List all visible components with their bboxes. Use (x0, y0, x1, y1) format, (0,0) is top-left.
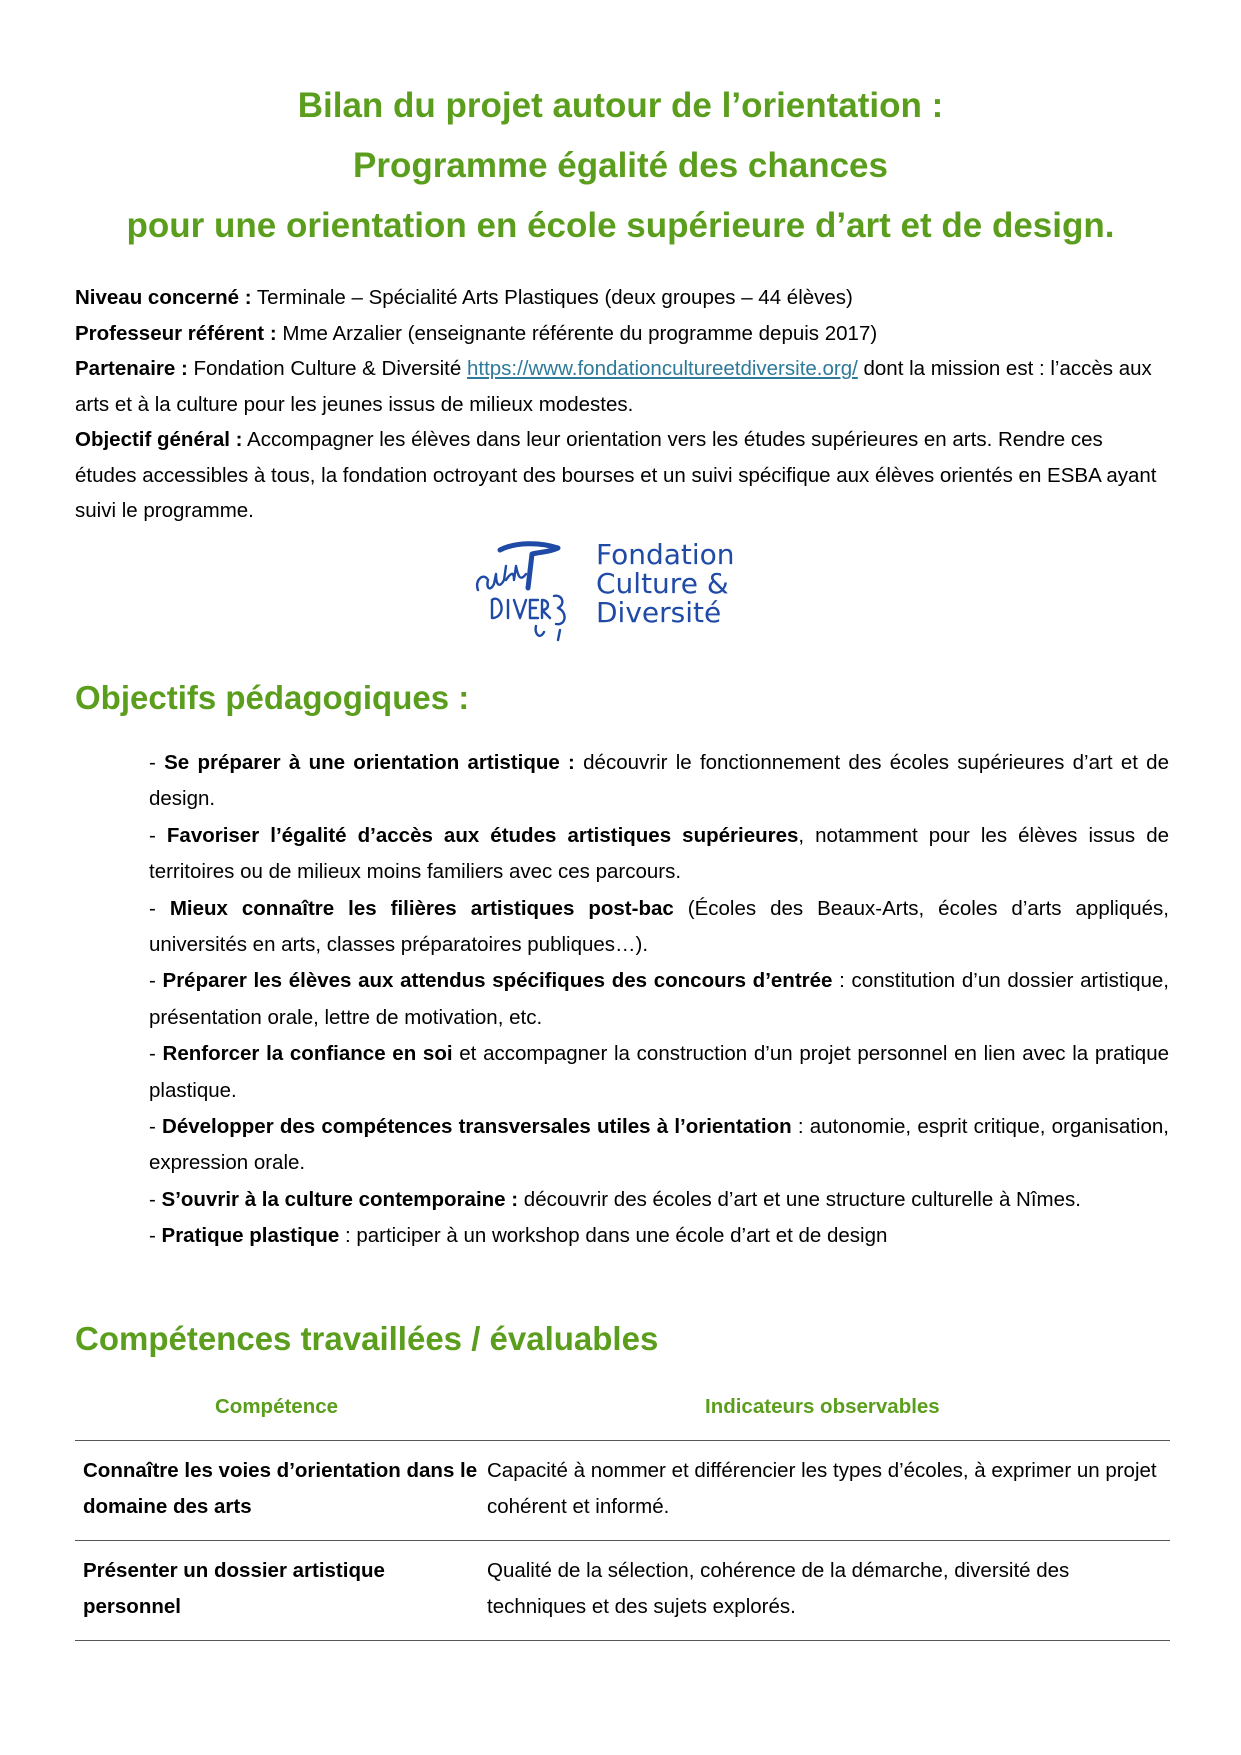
niveau-label: Niveau concerné : (75, 286, 252, 309)
objectif-value: Accompagner les élèves dans leur orientation vers les études supérieures en arts. Rendre ces études accessibles à tous, la fondation octroyant des bourses et un suivi spécifique aux élèves orientés en ESBA ayant suivi le programme. (75, 428, 1157, 522)
fondation-logo (470, 530, 750, 650)
meta-partenaire (75, 351, 1170, 422)
meta-professeur (75, 316, 1170, 352)
table-row (75, 1540, 1170, 1641)
prof-label: Professeur référent : (75, 321, 277, 345)
fondation-logo-text (596, 540, 735, 627)
objective-item (149, 745, 1169, 818)
objective-title: Renforcer la confiance en soi (162, 1042, 453, 1066)
meta-objectif (75, 422, 1170, 529)
competence-cell: Connaître les voies d’orientation dans le domaine des arts (83, 1459, 478, 1518)
competences-table (75, 1385, 1170, 1641)
objective-bullet: - (149, 896, 170, 920)
objective-title: Se préparer à une orientation artistique : (164, 751, 575, 774)
partenaire-value: Fondation Culture & Diversité (187, 357, 467, 380)
document-title (0, 76, 1241, 256)
objective-item (149, 963, 1169, 1036)
column-header-indicateurs: Indicateurs observables (705, 1395, 940, 1418)
objective-bullet: - (149, 969, 163, 993)
logo-line-2: Culture & (596, 567, 729, 600)
logo-line-3: Diversité (596, 596, 722, 629)
objective-bullet: - (149, 823, 167, 847)
objective-bullet: - (149, 1042, 163, 1066)
table-header (75, 1385, 1170, 1440)
objective-text: (Écoles des Beaux-Arts, écoles d’arts appliqués, universités en arts, classes préparatoires publiques…). (149, 896, 1169, 957)
meta-niveau (75, 280, 1170, 316)
objective-text: découvrir des écoles d’art et une structure culturelle à Nîmes. (518, 1187, 1081, 1211)
fondation-logo-mark-icon (470, 530, 590, 650)
objective-text: et accompagner la construction d’un projet personnel en lien avec la pratique plastique. (149, 1042, 1169, 1102)
objective-title: Favoriser l’égalité d’accès aux études artistiques supérieures (166, 823, 799, 847)
partenaire-label: Partenaire : (75, 357, 188, 380)
indicateurs-cell: Qualité de la sélection, cohérence de la démarche, diversité des techniques et des sujets explorés. (487, 1559, 1070, 1618)
competence-cell: Présenter un dossier artistique personnel (83, 1559, 385, 1618)
objective-title: Pratique plastique (161, 1224, 340, 1248)
competences-heading: Compétences travaillées / évaluables (75, 1320, 659, 1357)
objective-title: S’ouvrir à la culture contemporaine : (161, 1187, 519, 1211)
objective-text: découvrir le fonctionnement des écoles supérieures d’art et de design. (149, 751, 1169, 811)
objective-bullet: - (149, 1115, 163, 1139)
objective-bullet: - (149, 1187, 162, 1211)
partenaire-rest: dont la mission est : l’accès aux arts et à la culture pour les jeunes issus de milieux modestes. (75, 357, 1152, 416)
objective-bullet: - (149, 751, 165, 774)
objectives-list (149, 745, 1169, 1255)
title-line-3: pour une orientation en école supérieure d’art et de design. (126, 206, 1115, 245)
objective-title: Mieux connaître les filières artistiques post-bac (169, 896, 674, 920)
objective-text: : participer à un workshop dans une école d’art et de design (339, 1224, 888, 1248)
objective-title: Préparer les élèves aux attendus spécifiques des concours d’entrée (162, 969, 833, 993)
project-meta (75, 280, 1170, 529)
objective-item (149, 1218, 1169, 1254)
objective-text: : constitution d’un dossier artistique, présentation orale, lettre de motivation, etc. (149, 969, 1169, 1029)
objectives-heading: Objectifs pédagogiques : (75, 679, 470, 716)
objective-item (149, 818, 1169, 891)
objective-text: , notamment pour les élèves issus de territoires ou de milieux moins familiers avec ces parcours. (149, 823, 1170, 884)
title-line-1: Bilan du projet autour de l’orientation : (297, 86, 944, 125)
prof-value: Mme Arzalier (enseignante référente du programme depuis 2017) (276, 321, 878, 345)
niveau-value: Terminale – Spécialité Arts Plastiques (deux groupes – 44 élèves) (251, 286, 853, 309)
logo-line-1: Fondation (596, 538, 735, 571)
objective-text: : autonomie, esprit critique, organisation, expression orale. (149, 1115, 1169, 1175)
objective-bullet: - (149, 1224, 162, 1248)
objective-item (149, 891, 1169, 964)
objective-title: Développer des compétences transversales utiles à l’orientation (162, 1115, 792, 1139)
table-row (75, 1440, 1170, 1540)
partenaire-link[interactable]: https://www.fondationcultureetdiversite.org/ (466, 357, 858, 380)
objective-item (149, 1182, 1169, 1218)
column-header-competence: Compétence (215, 1395, 339, 1418)
title-line-2: Programme égalité des chances (353, 146, 888, 185)
indicateurs-cell: Capacité à nommer et différencier les types d’écoles, à exprimer un projet cohérent et informé. (487, 1459, 1157, 1518)
objectif-label: Objectif général : (75, 428, 243, 451)
objective-item (149, 1036, 1169, 1109)
objective-item (149, 1109, 1169, 1182)
